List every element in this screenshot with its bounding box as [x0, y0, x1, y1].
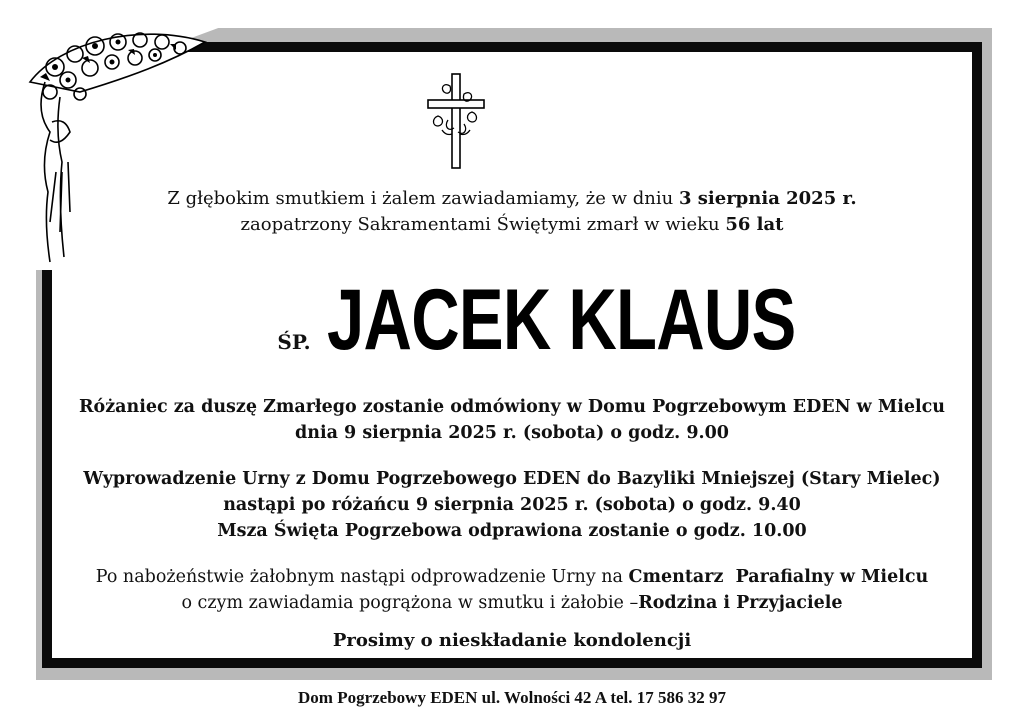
burial-text-2: o czym zawiadamia pogrążona w smutku i żałobie – — [181, 593, 639, 613]
cross-with-lilies-icon — [420, 72, 492, 172]
mass-line: Msza Święta Pogrzebowa odprawiona zostanie o godz. 10.00 — [217, 521, 807, 541]
funeral-home-footer: Dom Pogrzebowy EDEN ul. Wolności 42 A tel. 17 586 32 97 — [298, 688, 726, 707]
procession-line-2: nastąpi po różańcu 9 sierpnia 2025 r. (sobota) o godz. 9.40 — [223, 495, 801, 515]
intro-text: Z głębokim smutkiem i żalem zawiadamiamy, że w dniu — [167, 188, 679, 209]
condolence-request: Prosimy o nieskładanie kondolencji — [332, 630, 692, 651]
intro-line-1 — [0, 188, 1024, 209]
cemetery: Cmentarz Parafialny w Mielcu — [628, 567, 929, 587]
death-date: 3 sierpnia 2025 r. — [678, 188, 857, 209]
intro-line-2 — [0, 214, 1024, 235]
intro-text-2: zaopatrzony Sakramentami Świętymi zmarł w wieku — [240, 214, 726, 235]
burial-text: Po nabożeństwie żałobnym nastąpi odprowadzenie Urny na — [95, 567, 629, 587]
rosary-line-2: dnia 9 sierpnia 2025 r. (sobota) o godz. 9.00 — [295, 423, 729, 443]
procession-line-1: Wyprowadzenie Urny z Domu Pogrzebowego EDEN do Bazyliki Mniejszej (Stary Mielec) — [83, 469, 941, 489]
deceased-name-row — [0, 272, 1024, 368]
rosary-line-1: Różaniec za duszę Zmarłego zostanie odmówiony w Domu Pogrzebowym EDEN w Mielcu — [78, 397, 946, 417]
age: 56 lat — [725, 214, 784, 235]
honorific: ŚP. — [277, 330, 311, 354]
deceased-name: JACEK KLAUS — [326, 272, 796, 368]
family: Rodzina i Przyjaciele — [638, 593, 843, 613]
burial-line-1 — [0, 567, 1024, 587]
burial-line-2 — [0, 593, 1024, 613]
